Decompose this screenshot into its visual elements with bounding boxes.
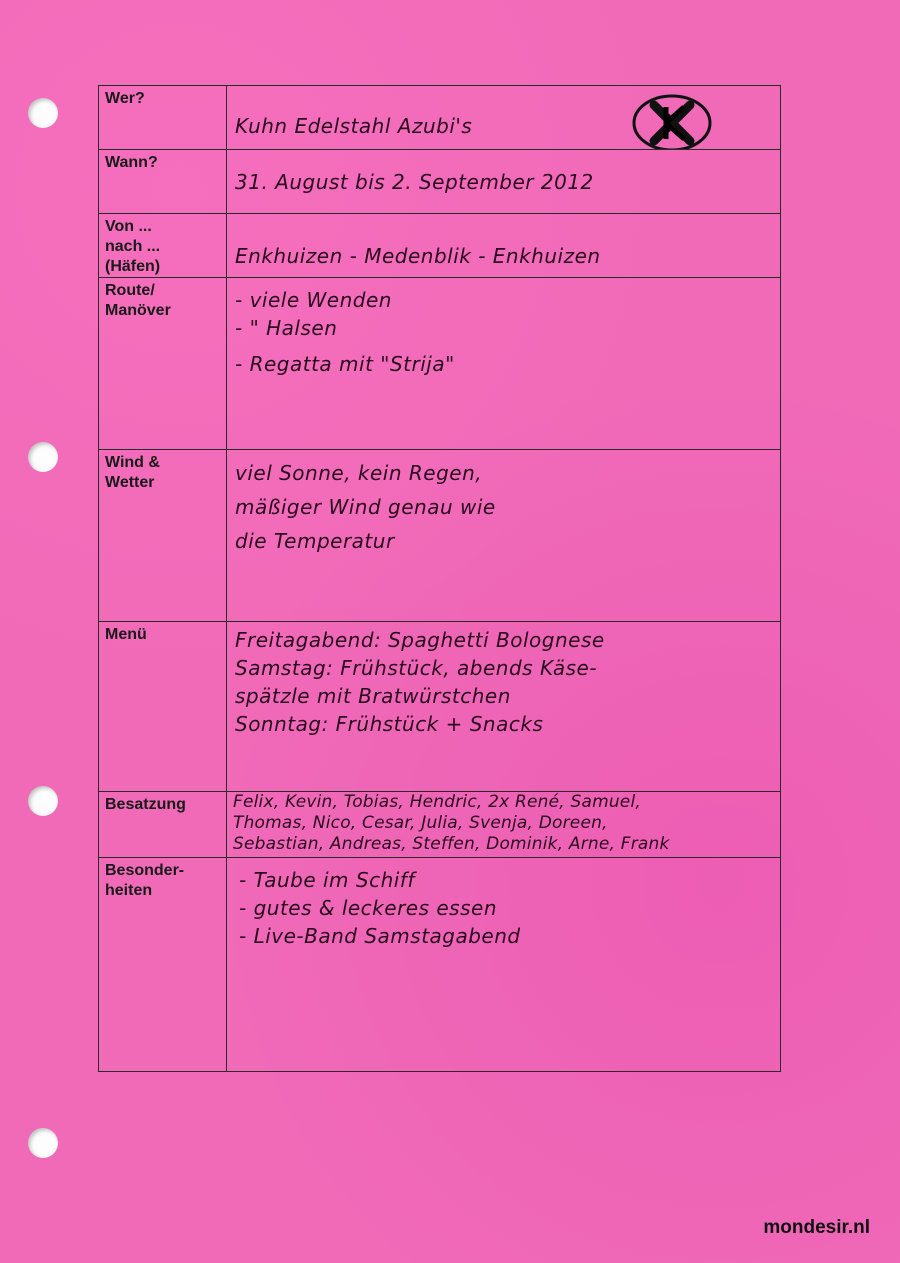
row-wetter	[99, 450, 781, 622]
value-besonderheiten	[227, 858, 781, 1071]
handwriting-line: spätzle mit Bratwürstchen	[235, 684, 511, 708]
value-wann	[227, 150, 781, 213]
handwriting-line: Samstag: Frühstück, abends Käse-	[235, 656, 598, 680]
row-wann	[99, 150, 781, 214]
handwriting-line: 31. August bis 2. September 2012	[235, 170, 594, 194]
value-wetter	[227, 450, 781, 621]
punch-hole-1	[28, 98, 58, 128]
row-besonderheiten	[99, 858, 781, 1072]
punch-hole-4	[28, 1128, 58, 1158]
handwriting-line: Thomas, Nico, Cesar, Julia, Svenja, Doreen,	[233, 813, 608, 833]
row-menue	[99, 622, 781, 792]
handwriting-line: Freitagabend: Spaghetti Bolognese	[235, 628, 605, 652]
label-menue: Menü	[99, 622, 227, 791]
label-wer: Wer?	[99, 86, 227, 149]
row-wer	[99, 86, 781, 150]
row-route	[99, 278, 781, 450]
handwriting-line: Kuhn Edelstahl Azubi's	[235, 114, 473, 138]
label-besonderheiten: Besonder- heiten	[99, 858, 227, 1071]
handwriting-line: Sonntag: Frühstück + Snacks	[235, 712, 544, 736]
handwriting-line: - gutes & leckeres essen	[239, 896, 497, 920]
handwriting-line: die Temperatur	[235, 529, 395, 553]
handwriting-line: - Live-Band Samstagabend	[239, 924, 521, 948]
handwriting-line: Felix, Kevin, Tobias, Hendric, 2x René, Samuel,	[233, 792, 641, 812]
label-besatzung: Besatzung	[99, 792, 227, 857]
label-route: Route/ Manöver	[99, 278, 227, 449]
value-menue	[227, 622, 781, 791]
label-haefen: Von ... nach ... (Häfen)	[99, 214, 227, 277]
punch-hole-2	[28, 442, 58, 472]
handwriting-line: - Regatta mit "Strija"	[235, 352, 455, 376]
logbook-form	[98, 85, 781, 1072]
punch-hole-3	[28, 786, 58, 816]
value-route	[227, 278, 781, 449]
label-wann: Wann?	[99, 150, 227, 213]
handwriting-line: viel Sonne, kein Regen,	[235, 461, 483, 485]
value-besatzung	[227, 792, 781, 857]
row-besatzung	[99, 792, 781, 858]
handwriting-line: mäßiger Wind genau wie	[235, 495, 496, 519]
value-haefen	[227, 214, 781, 277]
handwriting-line: - " Halsen	[235, 316, 338, 340]
value-wer	[227, 86, 781, 149]
handwriting-line: - viele Wenden	[235, 288, 392, 312]
handwriting-line: Enkhuizen - Medenblik - Enkhuizen	[235, 244, 601, 268]
row-haefen	[99, 214, 781, 278]
label-wetter: Wind & Wetter	[99, 450, 227, 621]
handwriting-line: - Taube im Schiff	[239, 868, 415, 892]
k-logo-icon	[632, 93, 712, 149]
watermark: mondesir.nl	[763, 1217, 870, 1238]
handwriting-line: Sebastian, Andreas, Steffen, Dominik, Arne, Frank	[233, 834, 670, 854]
